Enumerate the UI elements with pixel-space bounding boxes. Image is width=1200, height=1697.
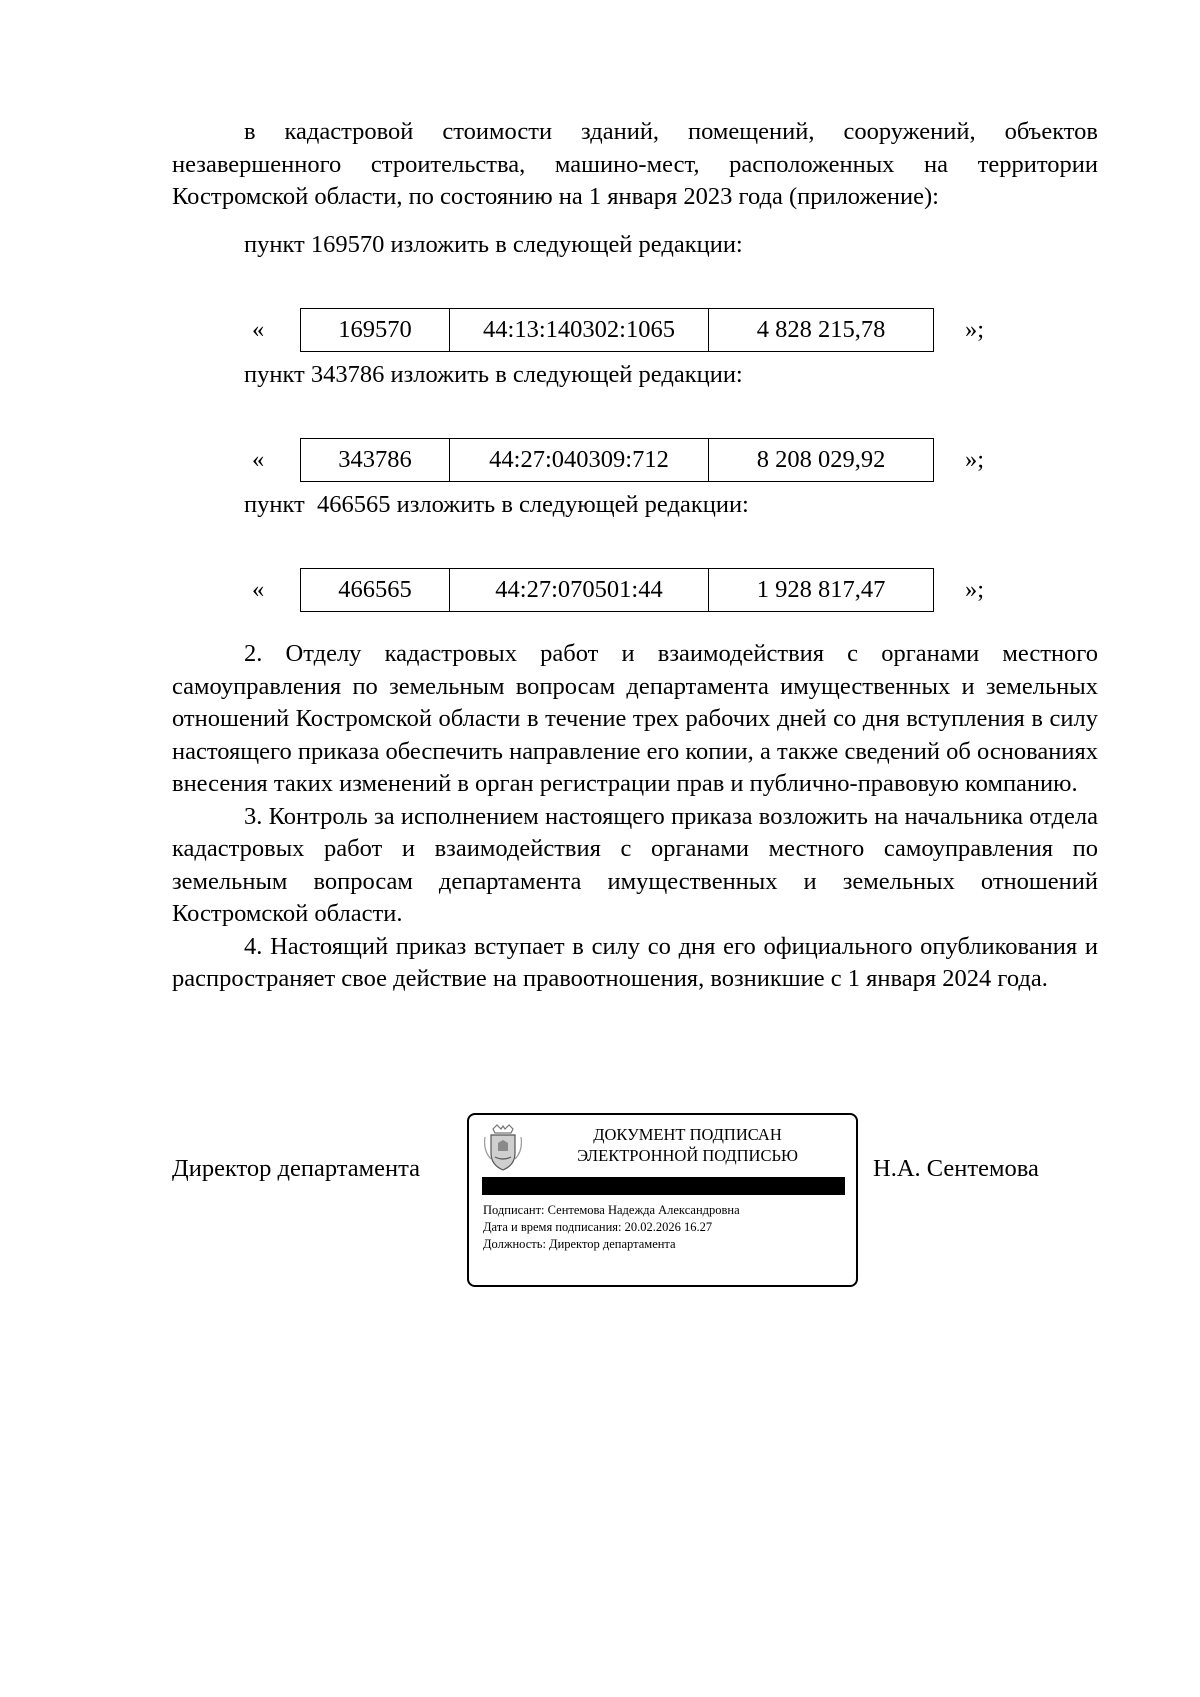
amendment-2-instruction: пункт 343786 изложить в следующей редакции: bbox=[244, 361, 743, 388]
cadastral-value-cell: 4 828 215,78 bbox=[756, 316, 886, 343]
stamp-heading bbox=[529, 1124, 846, 1166]
amendment-2-table bbox=[300, 438, 934, 482]
cadastral-number-cell: 44:27:040309:712 bbox=[450, 439, 709, 481]
open-quote: « bbox=[252, 576, 265, 603]
item-number-cell: 343786 bbox=[301, 439, 450, 481]
cadastral-number-cell: 44:13:140302:1065 bbox=[450, 309, 709, 351]
cadastral-value-cell: 8 208 029,92 bbox=[756, 446, 886, 473]
stamp-position: Должность: Директор департамента bbox=[483, 1237, 676, 1251]
stamp-datetime: Дата и время подписания: 20.02.2026 16.27 bbox=[483, 1220, 713, 1234]
intro-text: в кадастровой стоимости зданий, помещений, сооружений, объектов незавершенного строительства, машино-мест, расположенных на территории Костромской области, по состоянию на 1 января 2023 года (приложение): bbox=[172, 118, 1098, 210]
close-quote: »; bbox=[965, 446, 985, 473]
amendment-1-row bbox=[0, 308, 1200, 354]
item-2-paragraph: 2. Отделу кадастровых работ и взаимодействия с органами местного самоуправления по земельным вопросам департамента имущественных и земельных отношений Костромской области в течение трех рабочих дней со дня вступления в силу настоящего приказа обеспечить направление его копии, а также сведений об основаниях внесения таких изменений в орган регистрации прав и публично-правовую компанию. bbox=[172, 640, 1098, 797]
item-number-cell: 169570 bbox=[301, 309, 450, 351]
signer-name: Н.А. Сентемова bbox=[873, 1155, 1039, 1182]
amendment-3-row bbox=[0, 568, 1200, 614]
open-quote: « bbox=[252, 446, 265, 473]
close-quote: »; bbox=[965, 576, 985, 603]
item-number-cell: 466565 bbox=[301, 569, 450, 611]
coat-of-arms-icon bbox=[481, 1123, 525, 1173]
open-quote: « bbox=[252, 316, 265, 343]
cadastral-number-cell: 44:27:070501:44 bbox=[450, 569, 709, 611]
numbered-items bbox=[172, 638, 1098, 996]
item-3-paragraph: 3. Контроль за исполнением настоящего приказа возложить на начальника отдела кадастровых работ и взаимодействия с органами местного самоуправления по земельным вопросам департамента имущественных и земельных отношений Костромской области. bbox=[172, 802, 1098, 927]
intro-paragraph bbox=[172, 116, 1098, 214]
amendment-1-instruction: пункт 169570 изложить в следующей редакции: bbox=[244, 231, 743, 258]
amendment-1-table bbox=[300, 308, 934, 352]
stamp-signer: Подписант: Сентемова Надежда Александровна bbox=[483, 1203, 740, 1217]
stamp-heading-line1: ДОКУМЕНТ ПОДПИСАН bbox=[593, 1125, 782, 1144]
signer-title: Директор департамента bbox=[172, 1155, 421, 1182]
stamp-heading-line2: ЭЛЕКТРОННОЙ ПОДПИСЬЮ bbox=[577, 1146, 798, 1165]
certificate-redaction-bar bbox=[482, 1177, 845, 1195]
amendment-3-table bbox=[300, 568, 934, 612]
amendment-2-row bbox=[0, 438, 1200, 484]
stamp-details bbox=[483, 1202, 740, 1253]
cadastral-value-cell: 1 928 817,47 bbox=[756, 576, 886, 603]
item-4-paragraph: 4. Настоящий приказ вступает в силу со дня его официального опубликования и распространяет свое действие на правоотношения, возникшие с 1 января 2024 года. bbox=[172, 932, 1098, 992]
electronic-signature-stamp bbox=[467, 1113, 858, 1287]
close-quote: »; bbox=[965, 316, 985, 343]
amendment-3-instruction: пункт 466565 изложить в следующей редакции: bbox=[244, 491, 749, 518]
